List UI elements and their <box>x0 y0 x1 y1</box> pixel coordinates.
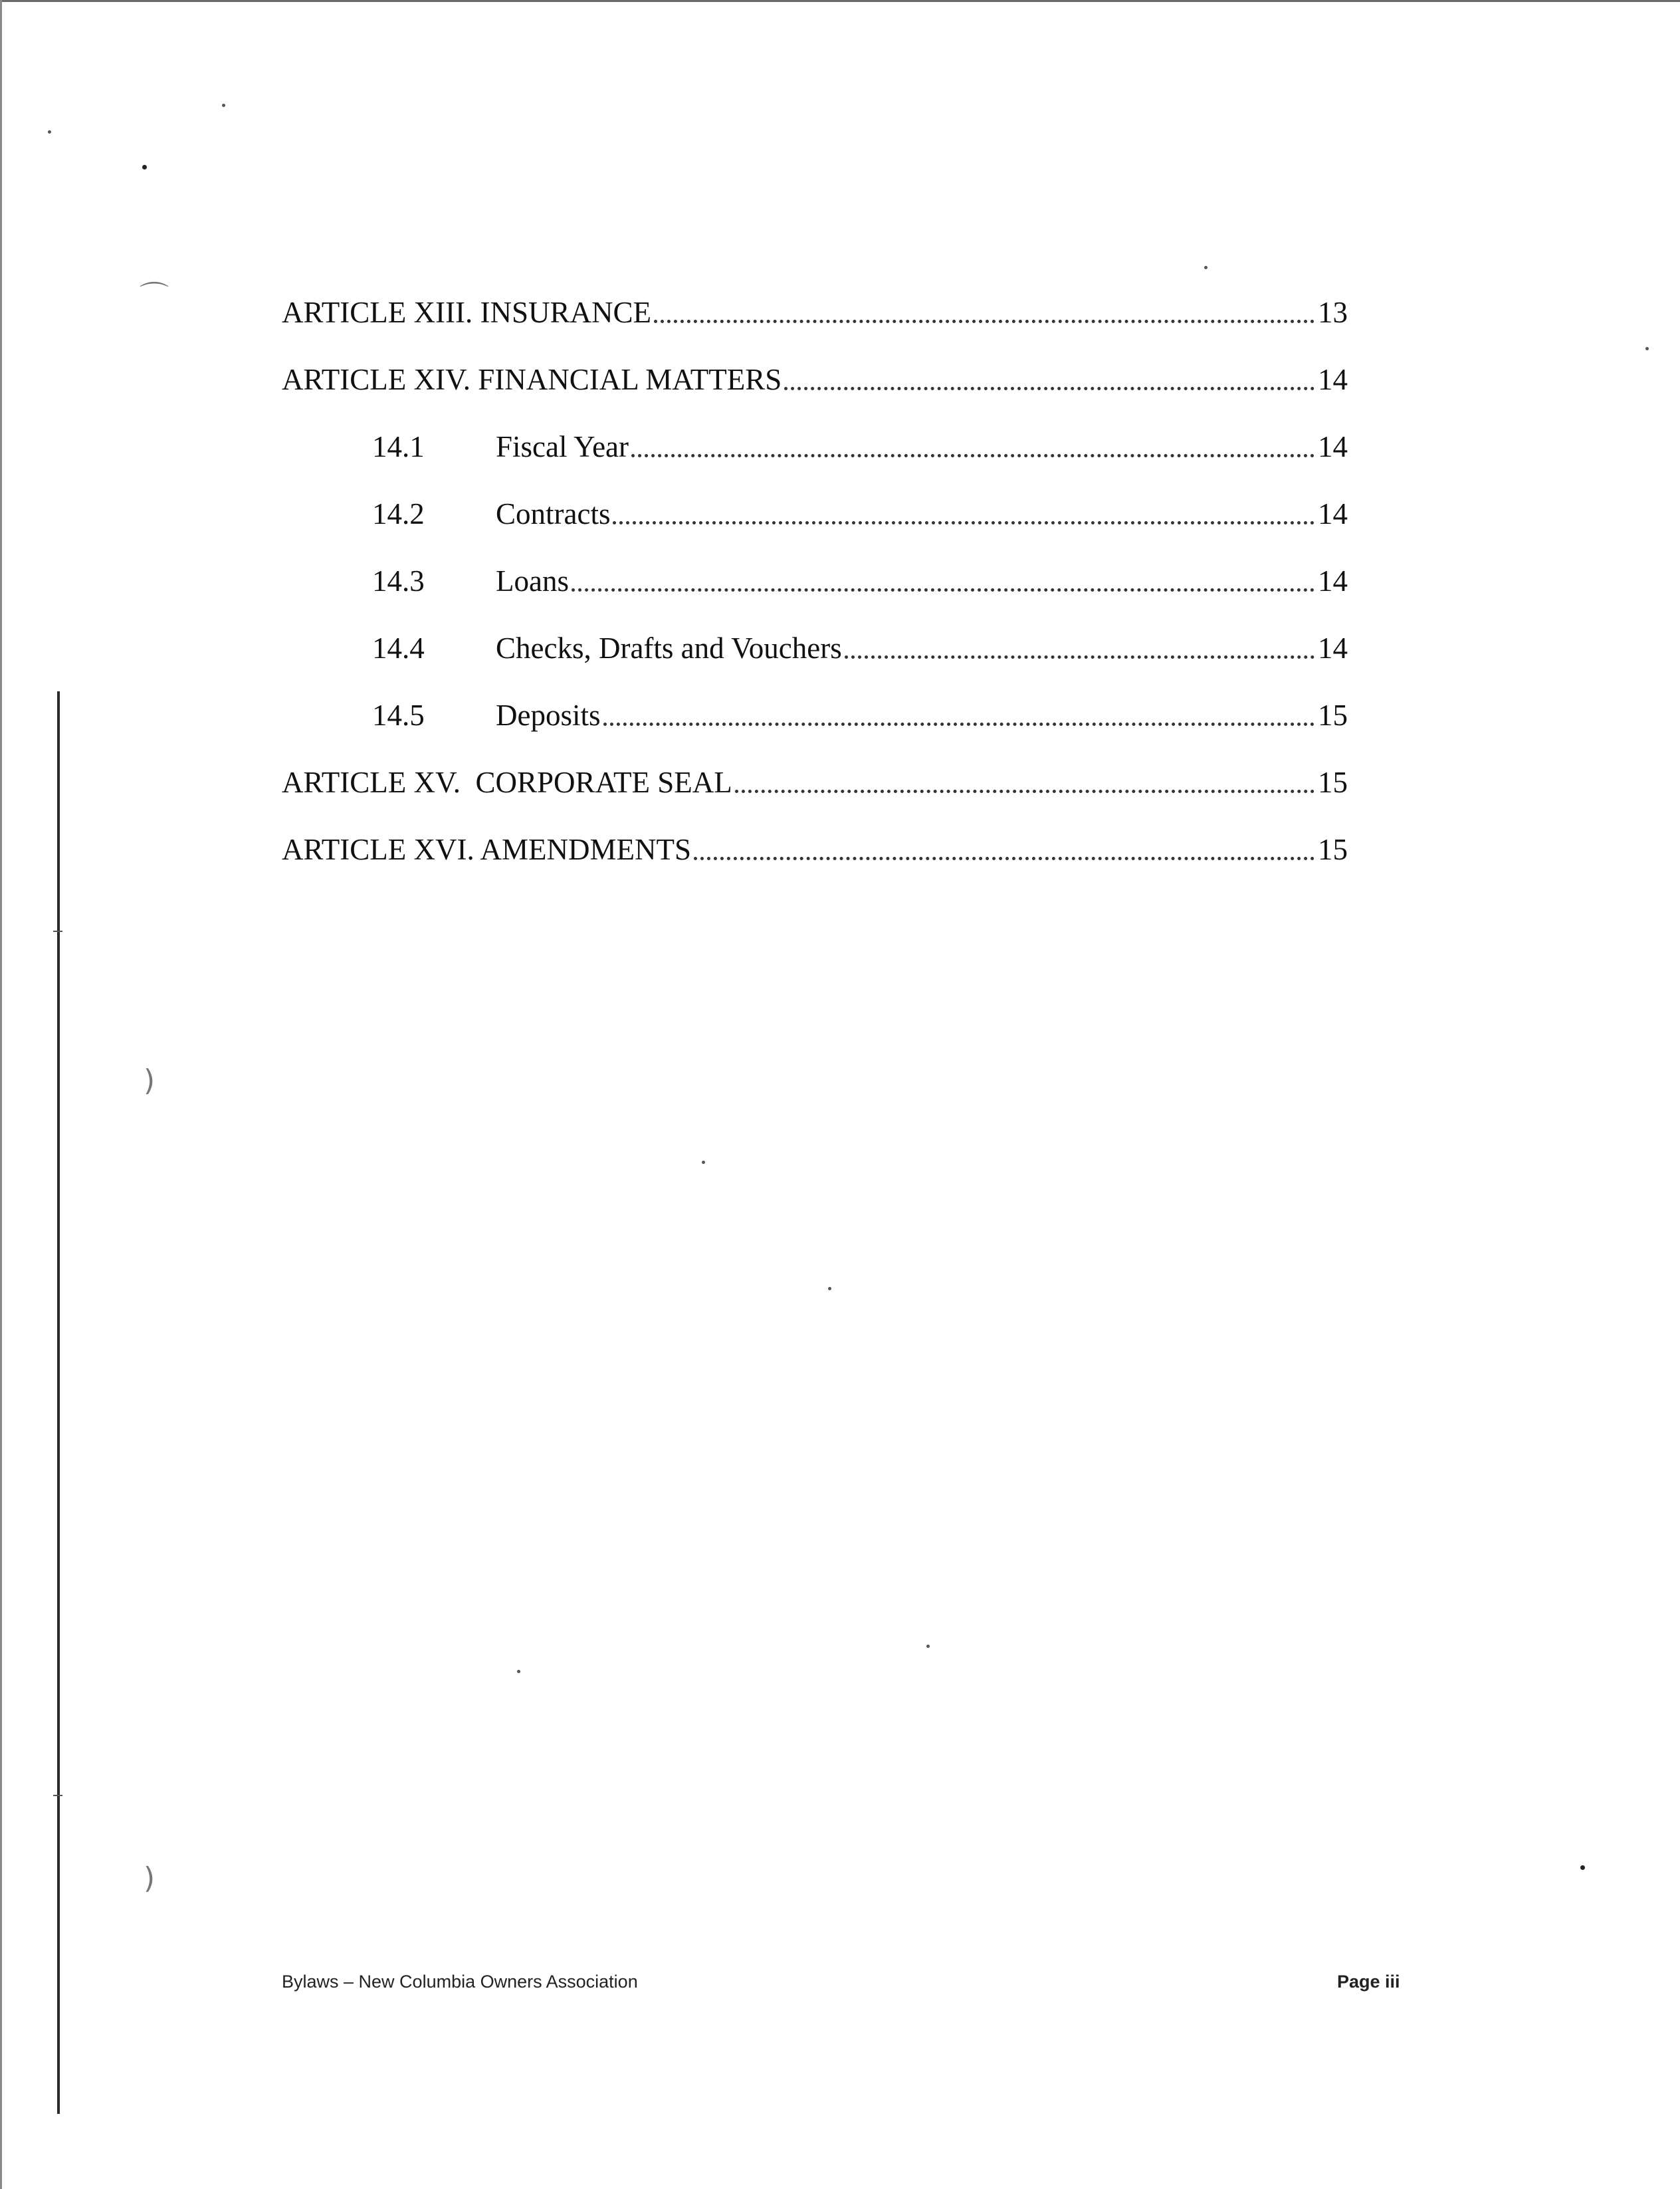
toc-page-number: 13 <box>1318 296 1348 329</box>
scan-speck <box>1580 1865 1585 1870</box>
toc-page-number: 14 <box>1318 632 1348 665</box>
toc-entry-label: Contracts <box>496 497 611 530</box>
toc-section-number: 14.5 <box>372 699 425 732</box>
scan-speck <box>926 1645 930 1648</box>
toc-entry-label: ARTICLE XIII. INSURANCE <box>282 296 651 329</box>
toc-leader-dots <box>784 386 1314 390</box>
punch-hole-mark: ⌒ <box>140 280 169 314</box>
toc-page-number: 15 <box>1318 833 1348 866</box>
toc-entry <box>282 762 1348 802</box>
toc-leader-dots <box>603 722 1315 726</box>
scan-edge-top <box>0 0 1680 2</box>
toc-section-number: 14.4 <box>372 632 425 665</box>
toc-entry-label: Fiscal Year <box>496 430 629 463</box>
scan-speck <box>48 130 51 134</box>
punch-hole-mark: ) <box>144 1861 156 1895</box>
scan-edge-left <box>0 0 2 2189</box>
footer-page-number: Page iii <box>1337 1972 1400 1992</box>
toc-entry-label: Checks, Drafts and Vouchers <box>496 632 842 665</box>
punch-hole-mark: ) <box>144 1064 156 1097</box>
toc-page-number: 14 <box>1318 564 1348 598</box>
toc-page-number: 14 <box>1318 363 1348 396</box>
toc-entry-label: ARTICLE XV. CORPORATE SEAL <box>282 766 732 799</box>
toc-leader-dots <box>735 789 1314 793</box>
scan-speck <box>142 165 147 170</box>
toc-page-number: 15 <box>1318 699 1348 732</box>
toc-subentry <box>372 494 1348 534</box>
toc-page-number: 14 <box>1318 430 1348 463</box>
toc-leader-dots <box>631 453 1314 457</box>
toc-entry <box>282 830 1348 869</box>
toc-subentry <box>372 628 1348 668</box>
binding-line <box>57 691 60 2114</box>
toc-section-number: 14.1 <box>372 430 425 463</box>
toc-page-number: 14 <box>1318 497 1348 530</box>
toc-page-number: 15 <box>1318 766 1348 799</box>
toc-subentry <box>372 695 1348 735</box>
toc-entry-label: ARTICLE XIV. FINANCIAL MATTERS <box>282 363 782 396</box>
scan-speck <box>222 104 225 107</box>
toc-entry-label: Loans <box>496 564 569 598</box>
toc-subentry <box>372 427 1348 467</box>
toc-section-number: 14.3 <box>372 564 425 598</box>
binding-tick <box>53 931 62 932</box>
toc-subentry <box>372 561 1348 601</box>
toc-entry-label: ARTICLE XVI. AMENDMENTS <box>282 833 692 866</box>
footer-document-title: Bylaws – New Columbia Owners Association <box>282 1972 638 1992</box>
toc-leader-dots <box>845 655 1314 659</box>
toc-leader-dots <box>694 856 1314 860</box>
toc-entry-label: Deposits <box>496 699 601 732</box>
scan-speck <box>1204 266 1208 269</box>
toc-leader-dots <box>572 588 1314 592</box>
scan-speck <box>1645 347 1649 350</box>
binding-tick <box>53 1795 62 1796</box>
scan-speck <box>828 1287 831 1290</box>
toc-entry <box>282 360 1348 400</box>
scan-speck <box>702 1161 705 1164</box>
toc-section-number: 14.2 <box>372 497 425 530</box>
toc-leader-dots <box>654 319 1314 323</box>
toc-entry <box>282 292 1348 332</box>
scan-speck <box>517 1670 520 1673</box>
toc-leader-dots <box>613 520 1314 524</box>
